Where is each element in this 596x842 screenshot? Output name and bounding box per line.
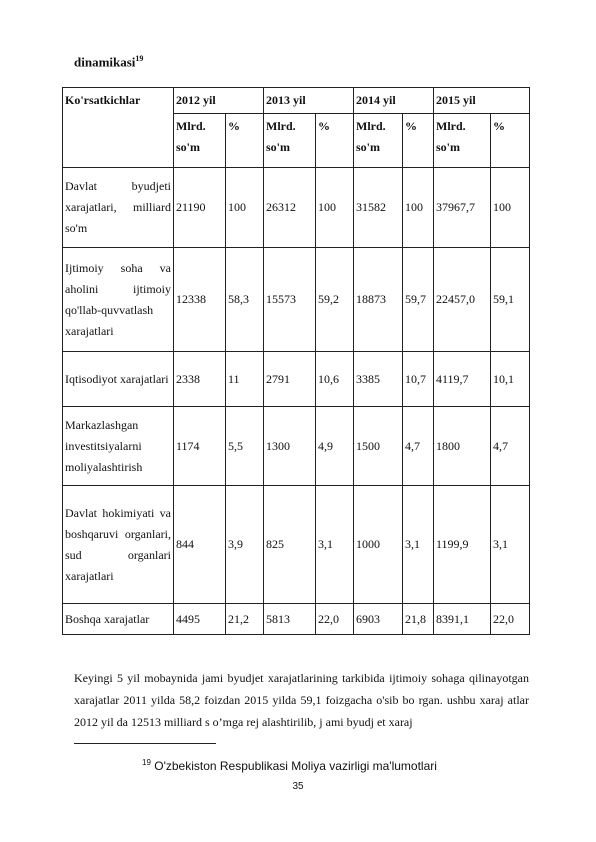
cell-value: 100	[491, 168, 530, 248]
pct-header: %	[226, 114, 264, 168]
cell-value: 59,2	[316, 248, 354, 352]
cell-value: 4,7	[491, 407, 530, 486]
cell-value: 18873	[354, 248, 403, 352]
row-label: Davlat hokimiyati va boshqaruvi organlari, sud organlari xarajatlari	[63, 486, 174, 604]
cell-value: 825	[264, 486, 316, 604]
pct-header: %	[403, 114, 434, 168]
cell-value: 1500	[354, 407, 403, 486]
cell-value: 10,1	[491, 352, 530, 407]
cell-value: 22,0	[491, 604, 530, 635]
body-paragraph	[74, 667, 529, 733]
cell-value: 10,6	[316, 352, 354, 407]
cell-value: 1800	[434, 407, 491, 486]
cell-value: 5,5	[226, 407, 264, 486]
pct-header: %	[316, 114, 354, 168]
cell-value: 1199,9	[434, 486, 491, 604]
cell-value: 100	[403, 168, 434, 248]
cell-value: 5813	[264, 604, 316, 635]
cell-value: 3385	[354, 352, 403, 407]
expenditure-table	[62, 87, 530, 635]
cell-value: 3,1	[491, 486, 530, 604]
cell-value: 1174	[174, 407, 226, 486]
cell-value: 26312	[264, 168, 316, 248]
unit-header: Mlrd. so'm	[174, 114, 226, 168]
cell-value: 21,8	[403, 604, 434, 635]
cell-value: 3,1	[403, 486, 434, 604]
cell-value: 3,9	[226, 486, 264, 604]
row-label: Ijtimoiy soha va aholini ijtimoiy qo'llab-quvvatlash xarajatlari	[63, 248, 174, 352]
cell-value: 59,1	[491, 248, 530, 352]
cell-value: 22,0	[316, 604, 354, 635]
cell-value: 2791	[264, 352, 316, 407]
cell-value: 1300	[264, 407, 316, 486]
cell-value: 6903	[354, 604, 403, 635]
pct-header: %	[491, 114, 530, 168]
cell-value: 31582	[354, 168, 403, 248]
cell-value: 10,7	[403, 352, 434, 407]
cell-value: 100	[316, 168, 354, 248]
year-header: 2012 yil	[174, 88, 226, 114]
corner-header: Ko'rsatkichlar	[63, 88, 174, 168]
unit-header: Mlrd. so'm	[354, 114, 403, 168]
cell-value: 37967,7	[434, 168, 491, 248]
table-row	[63, 407, 530, 486]
table-row	[63, 486, 530, 604]
cell-value: 4119,7	[434, 352, 491, 407]
footnote: $^{19}$ O'zbekiston Respublikasi Moliya vazirligi ma'lumotlari	[142, 758, 437, 773]
row-label: Davlat byudjeti xarajatlari, milliard so'm	[63, 168, 174, 248]
cell-value: 100	[226, 168, 264, 248]
cell-value: 58,3	[226, 248, 264, 352]
cell-value: 21,2	[226, 604, 264, 635]
table-caption: dinamikasi$^{19}$	[74, 54, 144, 70]
cell-value: 15573	[264, 248, 316, 352]
table-row	[63, 604, 530, 635]
table-row	[63, 248, 530, 352]
header-row-years	[63, 88, 530, 114]
cell-value: 8391,1	[434, 604, 491, 635]
table-row	[63, 168, 530, 248]
cell-value: 12338	[174, 248, 226, 352]
paragraph-text: Keyingi 5 yil mobaynida jami byudjet xarajatlarining tarkibida ijtimoiy sohaga qilinayotgan xarajatlar 2011 yilda 58,2 foizdan 2015 yilda 59,1 foizgacha o'sib bo rgan. ushbu xaraj atlar 2012 yil da 12513 milliard s o’mga rej alashtirilib, j ami byudj et xaraj	[74, 671, 529, 729]
cell-value: 2338	[174, 352, 226, 407]
cell-value: 21190	[174, 168, 226, 248]
cell-value: 4,7	[403, 407, 434, 486]
page-number: 35	[292, 781, 304, 792]
cell-value: 11	[226, 352, 264, 407]
cell-value: 59,7	[403, 248, 434, 352]
table-row	[63, 352, 530, 407]
year-header: 2013 yil	[264, 88, 316, 114]
row-label: Markazlashgan investitsiyalarni moliyalashtirish	[63, 407, 174, 486]
footnote-divider	[74, 743, 216, 744]
cell-value: 4,9	[316, 407, 354, 486]
unit-header: Mlrd. so'm	[264, 114, 316, 168]
row-label: Iqtisodiyot xarajatlari	[63, 352, 174, 407]
cell-value: 4495	[174, 604, 226, 635]
year-header: 2015 yil	[434, 88, 491, 114]
cell-value: 3,1	[316, 486, 354, 604]
cell-value: 844	[174, 486, 226, 604]
cell-value: 1000	[354, 486, 403, 604]
row-label: Boshqa xarajatlar	[63, 604, 174, 635]
unit-header: Mlrd. so'm	[434, 114, 491, 168]
year-header: 2014 yil	[354, 88, 403, 114]
cell-value: 22457,0	[434, 248, 491, 352]
